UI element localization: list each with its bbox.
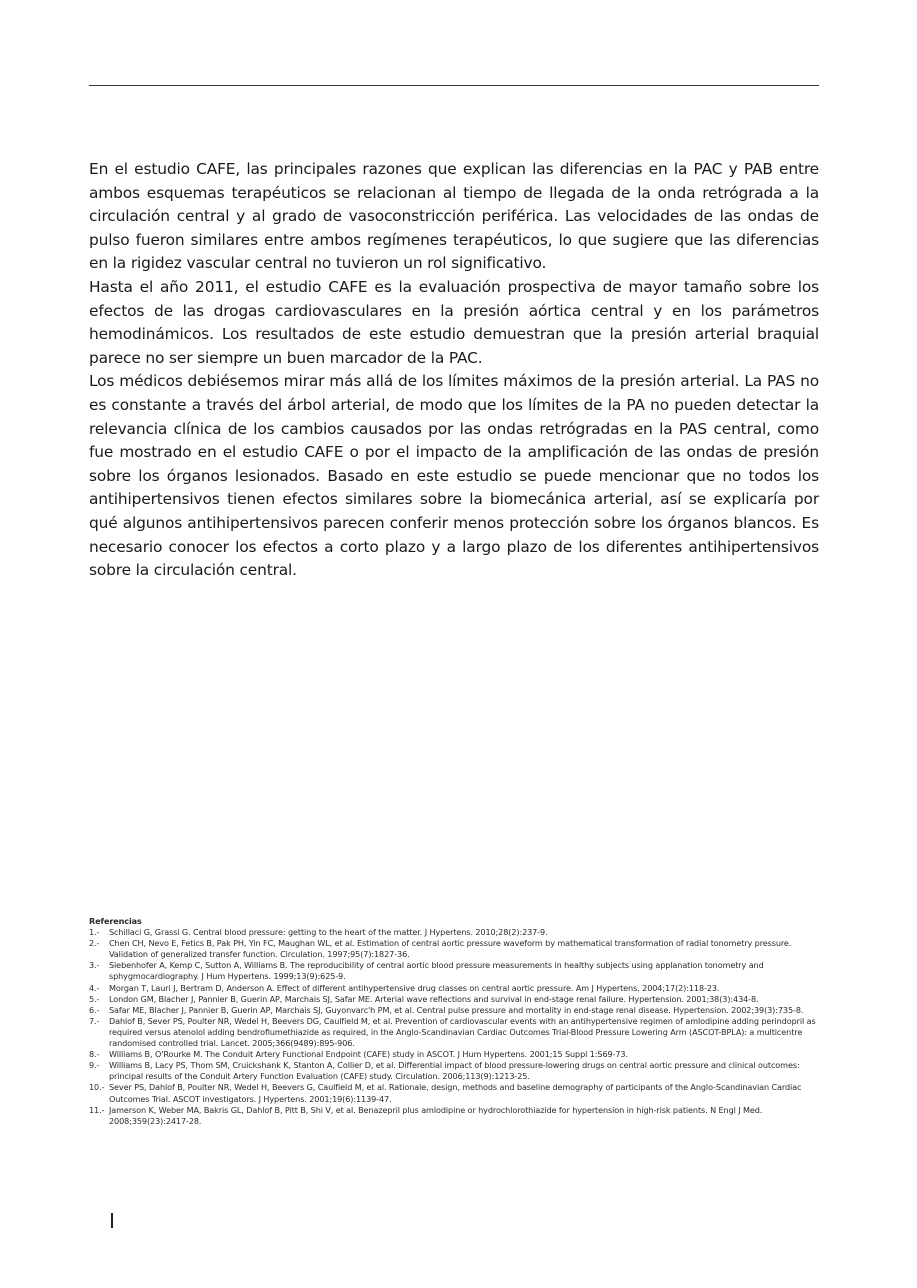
body-text — [89, 158, 819, 583]
references-title: Referencias — [89, 916, 142, 926]
reference-item — [89, 1082, 821, 1104]
reference-number: 11.- — [89, 1104, 105, 1115]
reference-number: 8.- — [89, 1049, 100, 1060]
paragraph: Hasta el año 2011, el estudio CAFE es la evaluación prospectiva de mayor tamaño sobre los efectos de las drogas cardiovasculares en la presión aórtica central y en los parámetros hemodinámicos. Los resultados de este estudio demuestran que la presión arterial braquial parece no ser siempre un buen marcador de la PAC. — [89, 277, 819, 367]
reference-number: 3.- — [89, 960, 100, 971]
reference-number: 4.- — [89, 982, 100, 993]
reference-item — [89, 994, 821, 1005]
reference-item — [89, 960, 821, 982]
footer-bar — [111, 1213, 113, 1228]
reference-number: 10.- — [89, 1082, 105, 1093]
reference-number: 2.- — [89, 938, 100, 949]
reference-text: Williams B, Lacy PS, Thom SM, Cruickshank K, Stanton A, Collier D, et al. Differential impact of blood pressure-lowering drugs on central aortic pressure and clinical outcomes: principal results of the Conduit Artery Function Evaluation (CAFE) study. Circulation. 2006;113(9):1213-25. — [109, 1060, 800, 1082]
reference-item — [89, 1060, 821, 1082]
paragraph: Los médicos debiésemos mirar más allá de los límites máximos de la presión arterial. La PAS no es constante a través del árbol arterial, de modo que los límites de la PA no pueden detectar la relevancia clínica de los cambios causados por las ondas retrógradas en la PAS central, como fue mostrado en el estudio CAFE o por el impacto de la amplificación de las ondas de presión sobre los órganos lesionados. Basado en este estudio se puede mencionar que no todos los antihipertensivos tienen efectos similares sobre la biomecánica arterial, así se explicaría por qué algunos antihipertensivos parecen conferir menos protección sobre los órganos blancos. Es necesario conocer los efectos a corto plazo y a largo plazo de los diferentes antihipertensivos sobre la circulación central. — [89, 372, 819, 580]
header-rule — [89, 85, 819, 86]
reference-text: Safar ME, Blacher J, Pannier B, Guerin AP, Marchais SJ, Guyonvarc'h PM, et al. Central pulse pressure and mortality in end-stage renal disease. Hypertension. 2002;39(3):735-8. — [109, 1004, 804, 1015]
reference-text: Dahlof B, Sever PS, Poulter NR, Wedel H, Beevers DG, Caulfield M, et al. Prevention of cardiovascular events with an antihypertensive regimen of amlodipine adding perindopril as required versus atenolol adding bendroflumethiazide as required, in the Anglo-Scandinavian Cardiac Outcomes Trial-Blood Pressure Lowering Arm (ASCOT-BPLA): a multicentre randomised controlled trial. Lancet. 2005;366(9489):895-906. — [109, 1015, 816, 1049]
reference-number: 9.- — [89, 1060, 100, 1071]
reference-item — [89, 927, 821, 938]
reference-item — [89, 1105, 821, 1127]
reference-item — [89, 1049, 821, 1060]
reference-text: Schillaci G, Grassi G. Central blood pressure: getting to the heart of the matter. J Hypertens. 2010;28(2):237-9. — [109, 927, 548, 938]
reference-text: Williams B, O'Rourke M. The Conduit Artery Functional Endpoint (CAFE) study in ASCOT. J Hum Hypertens. 2001;15 Suppl 1:S69-73. — [109, 1049, 628, 1060]
reference-text: Siebenhofer A, Kemp C, Sutton A, Williams B. The reproducibility of central aortic blood pressure measurements in healthy subjects using applanation tonometry and sphygmocardiography. J Hum Hypertens. 1999;13(9):625-9. — [109, 960, 764, 982]
reference-text: Chen CH, Nevo E, Fetics B, Pak PH, Yin FC, Maughan WL, et al. Estimation of central aortic pressure waveform by mathematical transformation of radial tonometry pressure. Validation of generalized transfer function. Circulation. 1997;95(7):1827-36. — [109, 938, 792, 960]
reference-text: Morgan T, Lauri J, Bertram D, Anderson A. Effect of different antihypertensive drug classes on central aortic pressure. Am J Hypertens. 2004;17(2):118-23. — [109, 982, 720, 993]
reference-item — [89, 1016, 821, 1049]
reference-number: 1.- — [89, 927, 100, 938]
reference-number: 6.- — [89, 1004, 100, 1015]
reference-text: Jamerson K, Weber MA, Bakris GL, Dahlof B, Pitt B, Shi V, et al. Benazepril plus amlodipine or hydrochlorothiazide for hypertension in high-risk patients. N Engl J Med. 2008;359(23):2417-28. — [109, 1104, 763, 1126]
reference-text: Sever PS, Dahlof B, Poulter NR, Wedel H, Beevers G, Caulfield M, et al. Rationale, design, methods and baseline demography of participants of the Anglo-Scandinavian Cardiac Outcomes Trial. ASCOT investigators. J Hypertens. 2001;19(6):1139-47. — [109, 1082, 802, 1104]
reference-item — [89, 938, 821, 960]
reference-number: 7.- — [89, 1015, 100, 1026]
reference-text: London GM, Blacher J, Pannier B, Guerin AP, Marchais SJ, Safar ME. Arterial wave reflections and survival in end-stage renal failure. Hypertension. 2001;38(3):434-8. — [109, 993, 759, 1004]
references-section — [89, 916, 821, 1127]
reference-item — [89, 983, 821, 994]
reference-item — [89, 1005, 821, 1016]
paragraph: En el estudio CAFE, las principales razones que explican las diferencias en la PAC y PAB entre ambos esquemas terapéuticos se relacionan al tiempo de llegada de la onda retrógrada a la circulación central y al grado de vasoconstricción periférica. Las velocidades de las ondas de pulso fueron similares entre ambos regímenes terapéuticos, lo que sugiere que las diferencias en la rigidez vascular central no tuvieron un rol significativo. — [89, 160, 819, 273]
reference-number: 5.- — [89, 993, 100, 1004]
